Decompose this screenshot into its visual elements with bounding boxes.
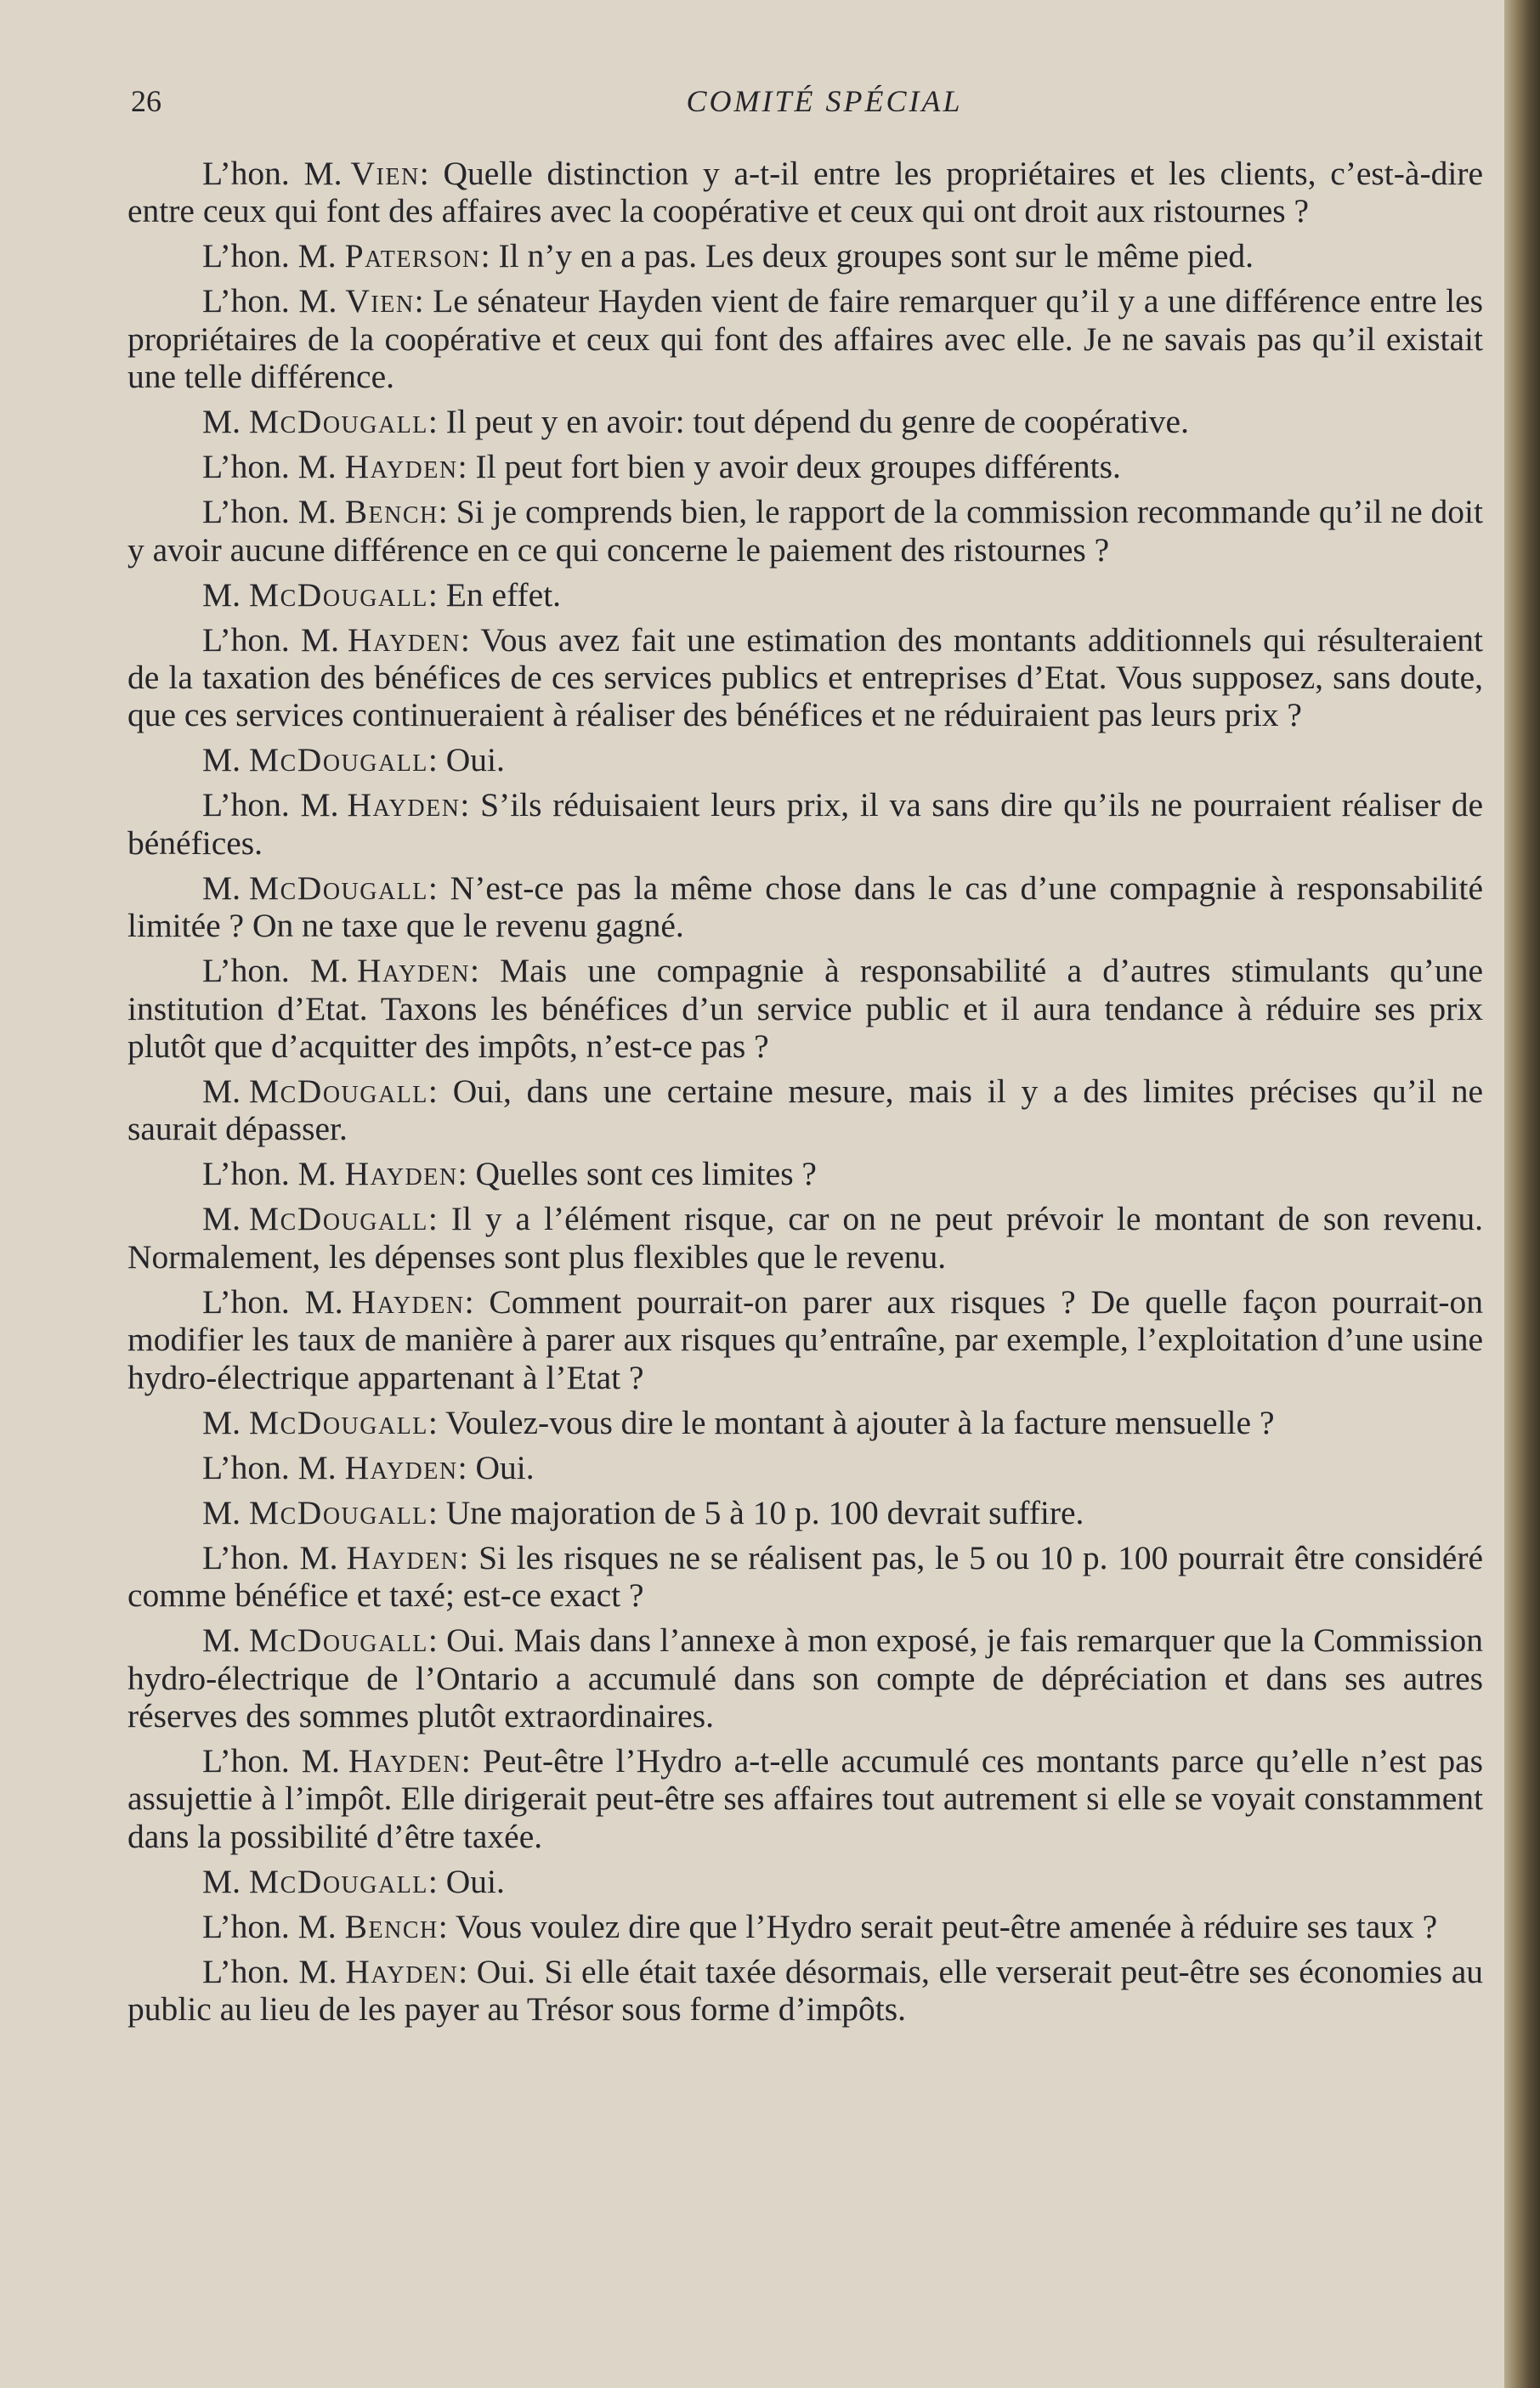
transcript-paragraph: L’hon. M. Hayden: Quelles sont ces limites ? [202,1155,817,1193]
transcript-paragraph: L’hon. M. Hayden: Peut-être l’Hydro a-t-elle accumulé ces montants parce qu’elle n’est pas assujettie à l’impôt. Elle dirigerait peut-être ses affaires tout autrement si elle se voyait constamment dans la possibilité d’être taxée. [127,1741,1483,1855]
transcript-paragraph: L’hon. M. Bench: Vous voulez dire que l’Hydro serait peut-être amenée à réduire ses taux ? [202,1907,1438,1945]
running-title: COMITÉ SPÉCIAL [686,84,963,118]
transcript-paragraph: L’hon. M. Hayden: Si les risques ne se réalisent pas, le 5 ou 10 p. 100 pourrait être considéré comme bénéfice et taxé; est-ce exact ? [127,1538,1483,1615]
speech-text: Oui. [475,1448,535,1486]
speaker-title: M. [202,1493,241,1531]
speech-text: Quelle distinction y a-t-il entre les propriétaires et les clients, c’est-à-dire entre ceux qui font des affaires avec la coopérative et ceux qui ont droit aux ristournes ? [127,155,1484,230]
speaker-name: Hayden [344,448,458,486]
speaker-name: Hayden [357,952,470,990]
speech-text: S’ils réduisaient leurs prix, il va sans dire qu’ils ne pourraient réaliser de bénéfices. [127,786,1483,862]
transcript-paragraph: M. McDougall: N’est-ce pas la même chose dans le cas d’une compagnie à responsabilité limitée ? On ne taxe que le revenu gagné. [127,869,1483,945]
speaker-name: McDougall [249,741,428,779]
transcript-paragraph: L’hon. M. Paterson: Il n’y en a pas. Les deux groupes sont sur le même pied. [202,237,1254,275]
speaker-name: McDougall [249,1072,428,1111]
transcript-body [127,155,1483,2035]
transcript-paragraph: L’hon. M. Hayden: Comment pourrait-on parer aux risques ? De quelle façon pourrait-on modifier les taux de manière à parer aux risques qu’entraîne, par exemple, l’exploitation d’une usine hydro-électrique appartenant à l’Etat ? [127,1282,1483,1396]
speaker-title: L’hon. M. [202,1952,337,1990]
speaker-name: McDougall [249,1621,428,1660]
transcript-paragraph: M. McDougall: En effet. [202,575,562,614]
speech-text: Comment pourrait-on parer aux risques ? De quelle façon pourrait-on modifier les taux de manière à parer aux risques qu’entraîne, par exemple, l’exploitation d’une usine hydro-électrique appartenant à l’Etat ? [127,1282,1483,1396]
speaker-name: McDougall [249,1862,428,1900]
transcript-paragraph: L’hon. M. Hayden: Il peut fort bien y avoir deux groupes différents. [202,448,1121,486]
speaker-title: L’hon. M. [202,786,339,824]
speaker-name: Hayden [347,786,461,824]
page-number: 26 [131,84,161,118]
transcript-paragraph: M. McDougall: Oui. [202,1862,505,1900]
speech-text: Peut-être l’Hydro a-t-elle accumulé ces montants parce qu’elle n’est pas assujettie à l’impôt. Elle dirigerait peut-être ses affaires tout autrement si elle se voyait constamment dans la possibilité d’être taxée. [127,1741,1483,1855]
speaker-name: Hayden [348,1741,461,1780]
speaker-title: L’hon. M. [202,237,337,275]
speaker-title: M. [202,1200,241,1238]
speaker-title: L’hon. M. [202,1741,340,1780]
speaker-name: Hayden [344,1155,458,1193]
transcript-paragraph: L’hon. M. Hayden: S’ils réduisaient leurs prix, il va sans dire qu’ils ne pourraient réaliser de bénéfices. [127,786,1483,862]
speaker-name: McDougall [249,575,428,614]
speaker-name: Hayden [344,1448,458,1486]
speaker-title: L’hon. M. [202,1155,337,1193]
speaker-title: L’hon. M. [202,282,337,320]
speech-text: Une majoration de 5 à 10 p. 100 devrait suffire. [445,1493,1084,1531]
speech-text: Oui, dans une certaine mesure, mais il y a des limites précises qu’il ne saurait dépasser. [127,1072,1483,1148]
transcript-paragraph: L’hon. M. Bench: Si je comprends bien, le rapport de la commission recommande qu’il ne doit y avoir aucune différence en ce qui concerne le paiement des ristournes ? [127,493,1483,569]
transcript-paragraph: M. McDougall: Oui, dans une certaine mesure, mais il y a des limites précises qu’il ne saurait dépasser. [127,1072,1483,1148]
speech-text: Oui. [445,1862,505,1900]
transcript-paragraph: M. McDougall: Voulez-vous dire le montant à ajouter à la facture mensuelle ? [202,1403,1275,1441]
speaker-name: Hayden [351,1282,465,1321]
speech-text: Il peut y en avoir: tout dépend du genre de coopérative. [445,403,1189,441]
speaker-name: Hayden [346,1538,460,1576]
speaker-title: M. [202,869,241,907]
page-edge [1504,0,1540,2388]
transcript-paragraph: M. McDougall: Oui. Mais dans l’annexe à mon exposé, je fais remarquer que la Commission hydro-électrique de l’Ontario a accumulé dans son compte de dépréciation et dans ses autres réserves des sommes plutôt extraordinaires. [127,1621,1483,1734]
speech-text: Il y a l’élément risque, car on ne peut prévoir le montant de son revenu. Normalement, les dépenses sont plus flexibles que le revenu. [127,1200,1483,1276]
speaker-name: McDougall [249,1200,428,1238]
speech-text: Oui. Mais dans l’annexe à mon exposé, je fais remarquer que la Commission hydro-électrique de l’Ontario a accumulé dans son compte de dépréciation et dans ses autres réserves des sommes plutôt extraordinaires. [127,1621,1483,1734]
speaker-title: M. [202,1072,241,1111]
transcript-paragraph: M. McDougall: Il peut y en avoir: tout dépend du genre de coopérative. [202,403,1189,441]
speaker-title: M. [202,1621,241,1660]
speaker-title: L’hon. M. [202,448,337,486]
speaker-name: Vien [345,282,415,320]
transcript-paragraph: L’hon. M. Hayden: Oui. Si elle était taxée désormais, elle verserait peut-être ses économies au public au lieu de les payer au Trésor sous forme d’impôts. [127,1952,1483,2029]
speech-text: Vous avez fait une estimation des montants additionnels qui résulteraient de la taxation des bénéfices de ces services publics et entreprises d’Etat. Vous supposez, sans doute, que ces services continueraient à réaliser des bénéfices et ne réduiraient pas leurs prix ? [127,620,1483,734]
speaker-name: McDougall [249,403,428,441]
speaker-title: L’hon. M. [202,620,339,659]
speaker-title: M. [202,403,241,441]
speaker-title: L’hon. M. [202,952,348,990]
speaker-name: Paterson [344,237,481,275]
transcript-paragraph: M. McDougall: Une majoration de 5 à 10 p. 100 devrait suffire. [202,1493,1084,1531]
speech-text: Oui. Si elle était taxée désormais, elle verserait peut-être ses économies au public au lieu de les payer au Trésor sous forme d’impôts. [127,1952,1483,2029]
speech-text: Si je comprends bien, le rapport de la commission recommande qu’il ne doit y avoir aucune différence en ce qui concerne le paiement des ristournes ? [127,493,1483,569]
speaker-title: M. [202,575,241,614]
speech-text: N’est-ce pas la même chose dans le cas d’une compagnie à responsabilité limitée ? On ne taxe que le revenu gagné. [127,869,1483,945]
speech-text: Oui. [445,741,505,779]
transcript-paragraph: L’hon. M. Vien: Le sénateur Hayden vient de faire remarquer qu’il y a une différence entre les propriétaires de la coopérative et ceux qui font des affaires avec elle. Je ne savais pas qu’il existait une telle différence. [127,282,1484,396]
speech-text: Il n’y en a pas. Les deux groupes sont sur le même pied. [498,237,1254,275]
page-header [127,83,1479,126]
transcript-paragraph: M. McDougall: Oui. [202,741,505,779]
speaker-name: McDougall [249,869,428,907]
speaker-name: Bench [344,1907,439,1945]
speaker-title: L’hon. M. [202,155,343,192]
speech-text: Voulez-vous dire le montant à ajouter à la facture mensuelle ? [445,1403,1275,1441]
speaker-name: McDougall [249,1403,428,1441]
speaker-title: L’hon. M. [202,493,337,531]
speaker-name: Bench [344,493,439,531]
speaker-title: L’hon. M. [202,1448,337,1486]
transcript-paragraph: L’hon. M. Hayden: Vous avez fait une estimation des montants additionnels qui résulteraient de la taxation des bénéfices de ces services publics et entreprises d’Etat. Vous supposez, sans doute, que ces services continueraient à réaliser des bénéfices et ne réduiraient pas leurs prix ? [127,620,1483,734]
speaker-name: Vien [350,155,420,192]
transcript-paragraph: L’hon. M. Hayden: Mais une compagnie à responsabilité a d’autres stimulants qu’une institution d’Etat. Taxons les bénéfices d’un service public et il aura tendance à réduire ses prix plutôt que d’acquitter des impôts, n’est-ce pas ? [127,952,1483,1066]
transcript-paragraph: L’hon. M. Vien: Quelle distinction y a-t-il entre les propriétaires et les clients, c’est-à-dire entre ceux qui font des affaires avec la coopérative et ceux qui ont droit aux ristournes ? [127,155,1484,230]
speech-text: Mais une compagnie à responsabilité a d’autres stimulants qu’une institution d’Etat. Taxons les bénéfices d’un service public et il aura tendance à réduire ses prix plutôt que d’acquitter des impôts, n’est-ce pas ? [127,952,1483,1066]
speech-text: Vous voulez dire que l’Hydro serait peut-être amenée à réduire ses taux ? [455,1907,1438,1945]
speaker-name: Hayden [345,1952,459,1990]
speaker-title: M. [202,741,241,779]
transcript-paragraph: M. McDougall: Il y a l’élément risque, car on ne peut prévoir le montant de son revenu. Normalement, les dépenses sont plus flexibles que le revenu. [127,1200,1483,1276]
speech-text: En effet. [445,575,562,614]
speaker-name: McDougall [249,1493,428,1531]
speech-text: Le sénateur Hayden vient de faire remarquer qu’il y a une différence entre les propriétaires de la coopérative et ceux qui font des affaires avec elle. Je ne savais pas qu’il existait une telle différence. [127,282,1484,396]
speaker-name: Hayden [347,620,461,659]
speaker-title: M. [202,1403,241,1441]
speech-text: Si les risques ne se réalisent pas, le 5 ou 10 p. 100 pourrait être considéré comme bénéfice et taxé; est-ce exact ? [127,1538,1483,1615]
speaker-title: M. [202,1862,241,1900]
transcript-paragraph: L’hon. M. Hayden: Oui. [202,1448,535,1486]
speech-text: Il peut fort bien y avoir deux groupes différents. [475,448,1121,486]
speech-text: Quelles sont ces limites ? [475,1155,817,1193]
speaker-title: L’hon. M. [202,1538,338,1576]
speaker-title: L’hon. M. [202,1907,337,1945]
speaker-title: L’hon. M. [202,1282,343,1321]
